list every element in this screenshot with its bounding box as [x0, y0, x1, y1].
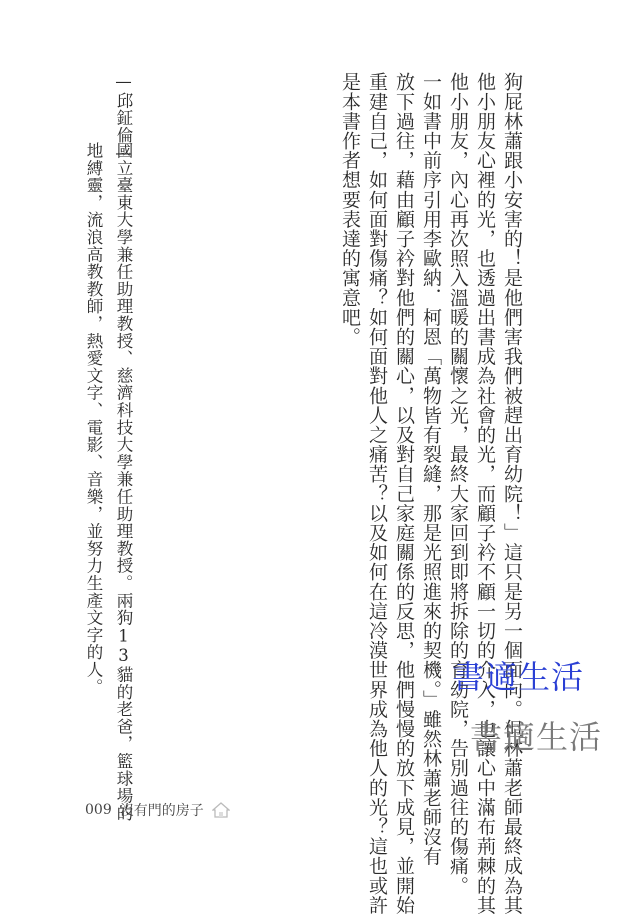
author-bio-line-1: 國立臺東大學兼任助理教授、慈濟科技大學兼任助理教授。兩狗13貓的老爸，籃球場的 — [114, 142, 133, 822]
main-text-line-3: 他小朋友，內心再次照入溫暖的關懷之光，最終大家回到即將拆除的育幼院，告別過往的傷痛。 — [447, 72, 469, 896]
book-title: 沒有門的房子 — [119, 803, 204, 819]
main-text-line-4: 一如書中前序引用李歐納．柯恩「萬物皆有裂縫，那是光照進來的契機。」雖然林蕭老師沒有 — [420, 72, 442, 867]
watermark-secondary: 書適生活 — [470, 718, 603, 756]
main-text-line-2: 他小朋友心裡的光，也透過出書成為社會的光，而顧子衿不顧一切的介入，也讓心中滿布荊棘的其 — [474, 72, 496, 915]
main-text-line-6: 重建自己，如何面對傷痛？如何面對他人之痛苦？以及如何在這冷漠世界成為他人的光？這也或許 — [366, 72, 388, 915]
author-bio-line-2: 地縛靈，流浪高教教師，熱愛文字、電影、音樂，並努力生產文字的人。 — [84, 142, 103, 696]
house-icon — [212, 802, 230, 818]
page-footer — [85, 800, 230, 820]
main-text-line-1: 狗屁林蕭跟小安害的！是他們害我們被趕出育幼院！」這只是另一個面向。但林蕭老師最終成為其 — [501, 72, 523, 915]
page-number: 009 — [85, 802, 112, 818]
watermark-primary: 書適生活 — [452, 658, 585, 696]
main-text-line-5: 放下過往，藉由顧子衿對他們的關心，以及對自己家庭關係的反思，他們慢慢的放下成見，並開始 — [393, 72, 415, 915]
main-text-line-7: 是本書作者想要表達的寓意吧。 — [339, 72, 361, 347]
author-name: —邱鉦倫— — [114, 72, 133, 164]
